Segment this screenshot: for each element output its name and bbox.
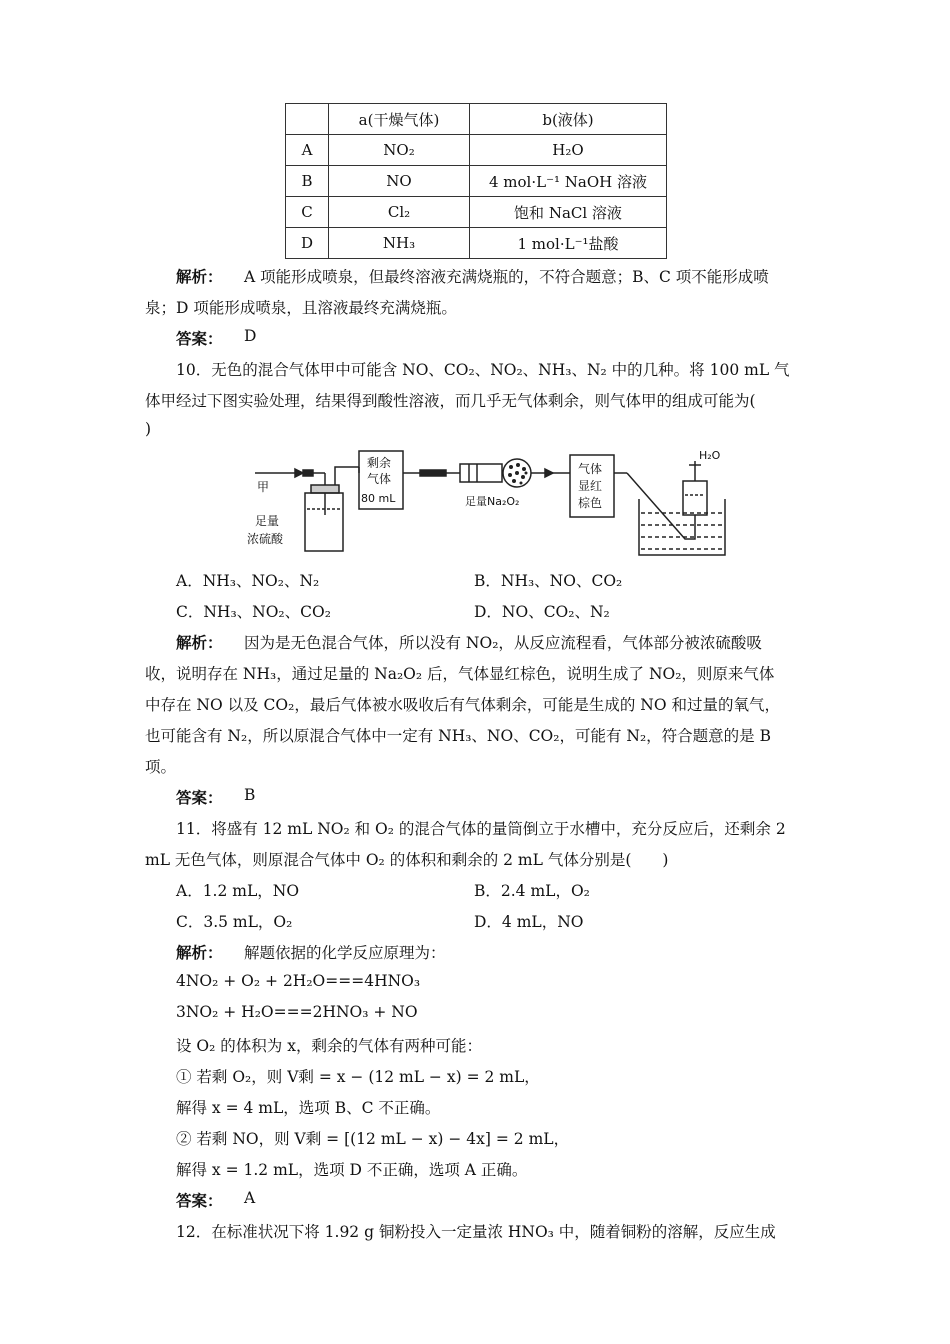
- table-cell: NO: [329, 166, 470, 197]
- table-cell: 饱和 NaCl 溶液: [470, 197, 667, 228]
- delivery-tube: [627, 473, 695, 539]
- color-label: 气体: [578, 462, 603, 476]
- option-d: D．NO、CO₂、N₂: [474, 603, 610, 621]
- analysis-text: 项。: [145, 758, 177, 776]
- option-d: D．4 mL，NO: [474, 913, 584, 931]
- acid-label: 足量: [255, 514, 280, 528]
- analysis-text: 解题依据的化学反应原理为：: [244, 944, 446, 962]
- analysis-text: 泉；D 项能形成喷泉，且溶液最终充满烧瓶。: [145, 299, 457, 317]
- answer-value: D: [244, 327, 257, 345]
- analysis-text: ① 若剩 O₂，则 V剩 = x − (12 mL − x) = 2 mL，: [176, 1068, 540, 1086]
- water-trough: [639, 499, 725, 555]
- analysis-text: ② 若剩 NO，则 V剩 = [(12 mL − x) − 4x] = 2 mL，: [176, 1130, 570, 1148]
- table-header-cell: a(干燥气体): [329, 104, 470, 135]
- table-cell: A: [286, 135, 329, 166]
- stopper: [311, 485, 339, 493]
- table-cell: 4 mol·L⁻¹ NaOH 溶液: [470, 166, 667, 197]
- option-c: C．3.5 mL，O₂: [176, 913, 293, 931]
- outlet-tube: [335, 467, 359, 485]
- table-cell: 1 mol·L⁻¹盐酸: [470, 228, 667, 259]
- arrow-head: [295, 469, 303, 477]
- question-stem: 12．在标准状况下将 1.92 g 铜粉投入一定量浓 HNO₃ 中，随着铜粉的溶解，反应生成: [176, 1223, 776, 1241]
- table-cell: NH₃: [329, 228, 470, 259]
- table-header-cell: b(液体): [470, 104, 667, 135]
- remaining-label: 气体: [367, 472, 392, 486]
- question-stem: 体甲经过下图实验处理，结果得到酸性溶液，而几乎无气体剩余，则气体甲的组成可能为(: [145, 392, 756, 410]
- analysis-text: 解得 x = 4 mL，选项 B、C 不正确。: [176, 1099, 441, 1117]
- remaining-volume: 80 mL: [361, 492, 396, 505]
- analysis-label: 解析：: [176, 943, 223, 962]
- analysis-text: 解得 x = 1.2 mL，选项 D 不正确，选项 A 正确。: [176, 1161, 528, 1179]
- table-header-row: [286, 104, 667, 135]
- gas-label: 甲: [257, 480, 270, 494]
- analysis-text: A 项能形成喷泉，但最终溶液充满烧瓶的，不符合题意；B、C 项不能形成喷: [244, 268, 769, 286]
- table-row: [286, 135, 667, 166]
- option-b: B．NH₃、NO、CO₂: [474, 572, 623, 590]
- option-b: B．2.4 mL，O₂: [474, 882, 590, 900]
- table-header-cell: [286, 104, 329, 135]
- table-cell: B: [286, 166, 329, 197]
- water-label: H₂O: [699, 449, 721, 462]
- answer-label: 答案：: [176, 1191, 223, 1210]
- question-stem: 11．将盛有 12 mL NO₂ 和 O₂ 的混合气体的量筒倒立于水槽中，充分反应后，还剩余 2: [176, 820, 786, 838]
- equation: 4NO₂ + O₂ + 2H₂O===4HNO₃: [176, 972, 421, 990]
- option-c: C．NH₃、NO₂、CO₂: [176, 603, 331, 621]
- syringe: [460, 464, 502, 482]
- table-row: [286, 228, 667, 259]
- color-label: 棕色: [578, 496, 603, 510]
- analysis-text: 也可能含有 N₂，所以原混合气体中一定有 NH₃、NO、CO₂，可能有 N₂，符合题意的是 B: [145, 727, 771, 745]
- color-label: 显红: [578, 479, 603, 493]
- question-stem: ): [145, 420, 152, 438]
- acid-label: 浓硫酸: [247, 532, 284, 546]
- na2o2-label: 足量Na₂O₂: [465, 495, 520, 508]
- wash-bottle: [305, 493, 343, 551]
- analysis-text: 设 O₂ 的体积为 x，剩余的气体有两种可能：: [176, 1037, 482, 1055]
- apparatus-diagram: [247, 447, 725, 559]
- analysis-text: 因为是无色混合气体，所以没有 NO₂，从反应流程看，气体部分被浓硫酸吸: [244, 634, 762, 652]
- equation: 3NO₂ + H₂O===2HNO₃ + NO: [176, 1003, 418, 1021]
- options-table: [285, 103, 667, 259]
- answer-value: A: [244, 1189, 256, 1207]
- analysis-text: 收，说明存在 NH₃，通过足量的 Na₂O₂ 后，气体显红棕色，说明生成了 NO₂，则原来气体: [145, 665, 775, 683]
- table-cell: Cl₂: [329, 197, 470, 228]
- table-row: [286, 166, 667, 197]
- answer-label: 答案：: [176, 329, 223, 348]
- table-row: [286, 197, 667, 228]
- table-cell: H₂O: [470, 135, 667, 166]
- analysis-text: 中存在 NO 以及 CO₂，最后气体被水吸收后有气体剩余，可能是生成的 NO 和过量的氧气，: [145, 696, 780, 714]
- table-cell: C: [286, 197, 329, 228]
- answer-label: 答案：: [176, 788, 223, 807]
- option-a: A．NH₃、NO₂、N₂: [176, 572, 320, 590]
- analysis-label: 解析：: [176, 267, 223, 286]
- answer-value: B: [244, 786, 256, 804]
- option-a: A．1.2 mL，NO: [176, 882, 300, 900]
- question-stem: mL 无色气体，则原混合气体中 O₂ 的体积和剩余的 2 mL 气体分别是( ): [145, 851, 669, 869]
- analysis-label: 解析：: [176, 633, 223, 652]
- table-cell: D: [286, 228, 329, 259]
- inverted-cylinder: [683, 481, 707, 515]
- table-cell: NO₂: [329, 135, 470, 166]
- remaining-label: 剩余: [367, 456, 392, 470]
- question-stem: 10．无色的混合气体甲中可能含 NO、CO₂、NO₂、NH₃、N₂ 中的几种。将 100 mL 气: [176, 361, 790, 379]
